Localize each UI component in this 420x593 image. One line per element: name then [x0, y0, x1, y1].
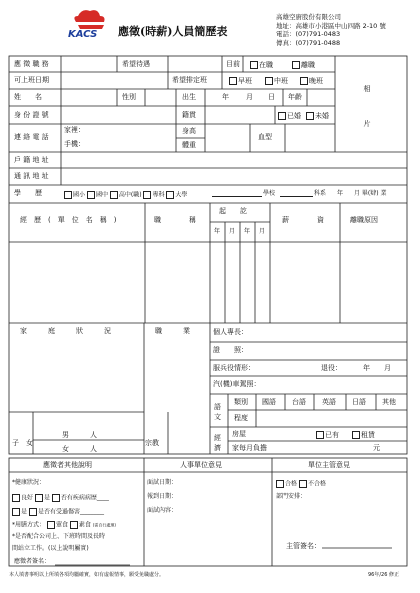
college-checkbox[interactable] — [143, 191, 151, 199]
salary-header: 薪 資 — [282, 216, 324, 224]
meat-checkbox[interactable] — [47, 521, 55, 529]
single-text: 未婚 — [315, 112, 329, 120]
mandarin-label: 國語 — [262, 398, 276, 406]
disease-history-text: 否有疾病病歷____ — [60, 494, 109, 502]
japanese-label: 日語 — [352, 398, 366, 406]
language-label: 語文 — [214, 403, 221, 421]
injury-options — [12, 508, 104, 516]
pass-fail-options — [276, 480, 326, 488]
birth-month-label: 月 — [246, 93, 253, 101]
university-checkbox[interactable] — [166, 191, 174, 199]
own-house-option[interactable] — [316, 431, 339, 439]
form-title: 應徵(時薪)人員簡歷表 — [118, 25, 228, 38]
blood-type-label: 血型 — [258, 133, 272, 141]
rent-option[interactable] — [352, 431, 375, 439]
birth-label: 出生 — [182, 93, 196, 101]
single-option[interactable] — [306, 112, 329, 120]
health-options — [12, 494, 109, 502]
vegetarian-note: (需自行處理) — [92, 522, 116, 528]
contact-label: 連 絡 電 話 — [14, 133, 49, 141]
start-date-label: 可上班日期 — [14, 76, 49, 84]
sex-label: 性別 — [122, 93, 136, 101]
employed-checkbox[interactable] — [250, 61, 258, 69]
occupation-header: 職 業 — [155, 327, 190, 335]
military-service-label: 服兵役情形： — [213, 364, 255, 372]
leave-reason-header: 離職原因 — [350, 216, 378, 224]
injury-history-text: 是否有受過傷害________ — [37, 508, 104, 516]
language-category-label: 類別 — [234, 398, 248, 406]
grad-year-label: 年 — [337, 190, 344, 197]
college-text: 專科 — [152, 191, 165, 199]
mailing-address-label: 通 訊 地 址 — [14, 172, 49, 180]
job-title-header: 職 稱 — [154, 216, 196, 224]
dept-label: 科系 — [314, 190, 327, 197]
height-label: 身高 — [182, 127, 196, 135]
senior-high-text: 高中(職) — [118, 191, 142, 199]
married-text: 已婚 — [287, 112, 301, 120]
manager-opinion-header: 單位主管意見 — [308, 461, 350, 469]
birth-day-label: 日 — [268, 93, 275, 101]
footer-declaration: 本人填書事明以上所填各項均屬確實，如有虛報情事，願受免職處分。 — [9, 572, 165, 578]
late-text: 晚班 — [309, 77, 323, 85]
current-label: 目前 — [226, 60, 240, 68]
has-disease-checkbox[interactable] — [35, 494, 43, 502]
proficiency-label: 程度 — [234, 414, 248, 422]
senior-high-checkbox[interactable] — [110, 191, 118, 199]
school-blank[interactable] — [212, 196, 262, 197]
mobile-phone-label: 手機： — [64, 140, 85, 148]
hr-opinion-header: 人事單位意見 — [180, 461, 222, 469]
fail-checkbox[interactable] — [299, 480, 307, 488]
economy-label: 經濟 — [214, 434, 221, 452]
mid-text: 中班 — [274, 77, 288, 85]
meat-text: 葷食 — [55, 521, 68, 529]
start-month-header: 月 — [229, 228, 236, 235]
elementary-text: 國小 — [73, 191, 86, 199]
taiwanese-label: 台語 — [292, 398, 306, 406]
early-text: 早班 — [238, 77, 252, 85]
residence-address-label: 戶 籍 地 址 — [14, 156, 49, 164]
married-option[interactable] — [278, 112, 301, 120]
health-good-text: 良好 — [21, 494, 34, 502]
no-disease-checkbox[interactable] — [52, 494, 60, 502]
specialty-label: 個人專長： — [213, 328, 248, 336]
daughters-label: 女 人 — [62, 445, 97, 453]
dept-blank[interactable] — [280, 196, 313, 197]
start-year-header: 年 — [214, 228, 221, 235]
report-date-label: 報到日期： — [147, 493, 178, 500]
vegetarian-text: 素食 — [78, 521, 91, 529]
manager-signature-label: 主管簽名： — [286, 542, 321, 550]
company-fax: 傳真：(07)791-0488 — [276, 38, 341, 47]
company-address: 地址：高雄市小港區中山四路 2-10 號 — [276, 21, 386, 30]
origin-label: 籍貫 — [182, 111, 196, 119]
department-assignment-label: 部門安排： — [276, 493, 307, 500]
interview-date-label: 面試日期： — [147, 479, 178, 486]
photo-placeholder: 相 片 — [363, 85, 371, 127]
birth-year-label: 年 — [222, 93, 229, 101]
children-label: 子 女 — [12, 439, 33, 447]
school-label: 學校 — [263, 190, 276, 197]
interview-content-label: 面試內容： — [147, 507, 178, 514]
license-label: 證 照： — [213, 346, 248, 354]
employed-option[interactable] — [250, 61, 273, 69]
home-phone-label: 家裡： — [64, 126, 85, 134]
early-checkbox[interactable] — [229, 77, 237, 85]
mid-shift-option[interactable] — [265, 77, 288, 85]
employed-text: 在職 — [259, 61, 273, 69]
yuan-label: 元 — [373, 444, 380, 452]
education-label: 學 歷 — [14, 189, 42, 197]
monthly-burden-label: 家每月負擔 — [232, 444, 267, 452]
position-label: 應 徵 職 務 — [14, 60, 49, 68]
period-header: 起 訖 — [219, 207, 247, 215]
age-label: 年齡 — [288, 93, 302, 101]
junior-high-checkbox[interactable] — [87, 191, 95, 199]
health-label: *健康狀況： — [12, 479, 46, 486]
elementary-checkbox[interactable] — [64, 191, 72, 199]
married-checkbox[interactable] — [278, 112, 286, 120]
rent-text: 租賃 — [361, 431, 375, 439]
left-option[interactable] — [292, 61, 315, 69]
english-label: 英語 — [322, 398, 336, 406]
discharge-label: 退役： — [321, 364, 342, 372]
pass-text: 合格 — [285, 480, 298, 488]
experience-header: 經 歷 ( 單 位 名 稱 ) — [20, 216, 117, 224]
injury-yes-text: 是 — [21, 508, 28, 516]
single-checkbox[interactable] — [306, 112, 314, 120]
mid-checkbox[interactable] — [265, 77, 273, 85]
injury-yes-checkbox[interactable] — [12, 508, 20, 516]
health-good-checkbox[interactable] — [12, 494, 20, 502]
religion-label: 宗教 — [145, 439, 159, 447]
own-house-checkbox[interactable] — [316, 431, 324, 439]
rent-checkbox[interactable] — [352, 431, 360, 439]
pass-checkbox[interactable] — [276, 480, 284, 488]
discharge-date-label: 年 月 — [363, 364, 391, 372]
weight-label: 體重 — [182, 141, 196, 149]
logo-text: KACS — [68, 29, 98, 40]
sons-label: 男 人 — [62, 431, 97, 439]
applicant-notes-header: 應徵者其他說明 — [43, 461, 92, 469]
name-label: 姓 名 — [14, 93, 42, 101]
other-language-label: 其他 — [382, 398, 396, 406]
cooperation-question: *是否配合公司上、下班時間及長時 — [12, 533, 106, 540]
id-label: 身 份 證 號 — [14, 111, 49, 119]
meal-options — [12, 521, 116, 529]
vegetarian-checkbox[interactable] — [70, 521, 78, 529]
driver-license-label: 汽(機)車駕照： — [213, 380, 261, 388]
left-checkbox[interactable] — [292, 61, 300, 69]
education-options — [64, 191, 187, 199]
late-shift-option[interactable] — [300, 77, 323, 85]
university-text: 大學 — [175, 191, 188, 199]
injury-no-checkbox[interactable] — [29, 508, 37, 516]
treatment-label: 希望待遇 — [122, 60, 150, 68]
early-shift-option[interactable] — [229, 77, 252, 85]
company-name: 高雄空廚股份有限公司 — [276, 13, 341, 21]
meal-label: *用膳方式： — [12, 521, 46, 529]
end-year-header: 年 — [244, 228, 251, 235]
has-disease-yes-text: 是 — [43, 494, 50, 502]
left-text: 離職 — [301, 61, 315, 69]
graduation-label: 月 畢(肄) 業 — [354, 190, 387, 197]
form-revision: 96年/26 修正 — [368, 572, 399, 578]
late-checkbox[interactable] — [300, 77, 308, 85]
end-month-header: 月 — [259, 228, 266, 235]
applicant-signature-label: 應徵者簽名： — [14, 558, 51, 565]
family-header: 家 庭 狀 況 — [20, 327, 111, 335]
cooperation-question-cont: 間站立工作。(以上說明屬實) — [12, 545, 89, 552]
housing-label: 房屋 — [232, 430, 246, 438]
own-house-text: 已有 — [325, 431, 339, 439]
junior-high-text: 國中 — [95, 191, 108, 199]
fail-text: 不合格 — [307, 480, 326, 488]
company-phone: 電話：(07)791-0483 — [276, 30, 341, 38]
shift-label: 希望排定班 — [172, 76, 207, 84]
